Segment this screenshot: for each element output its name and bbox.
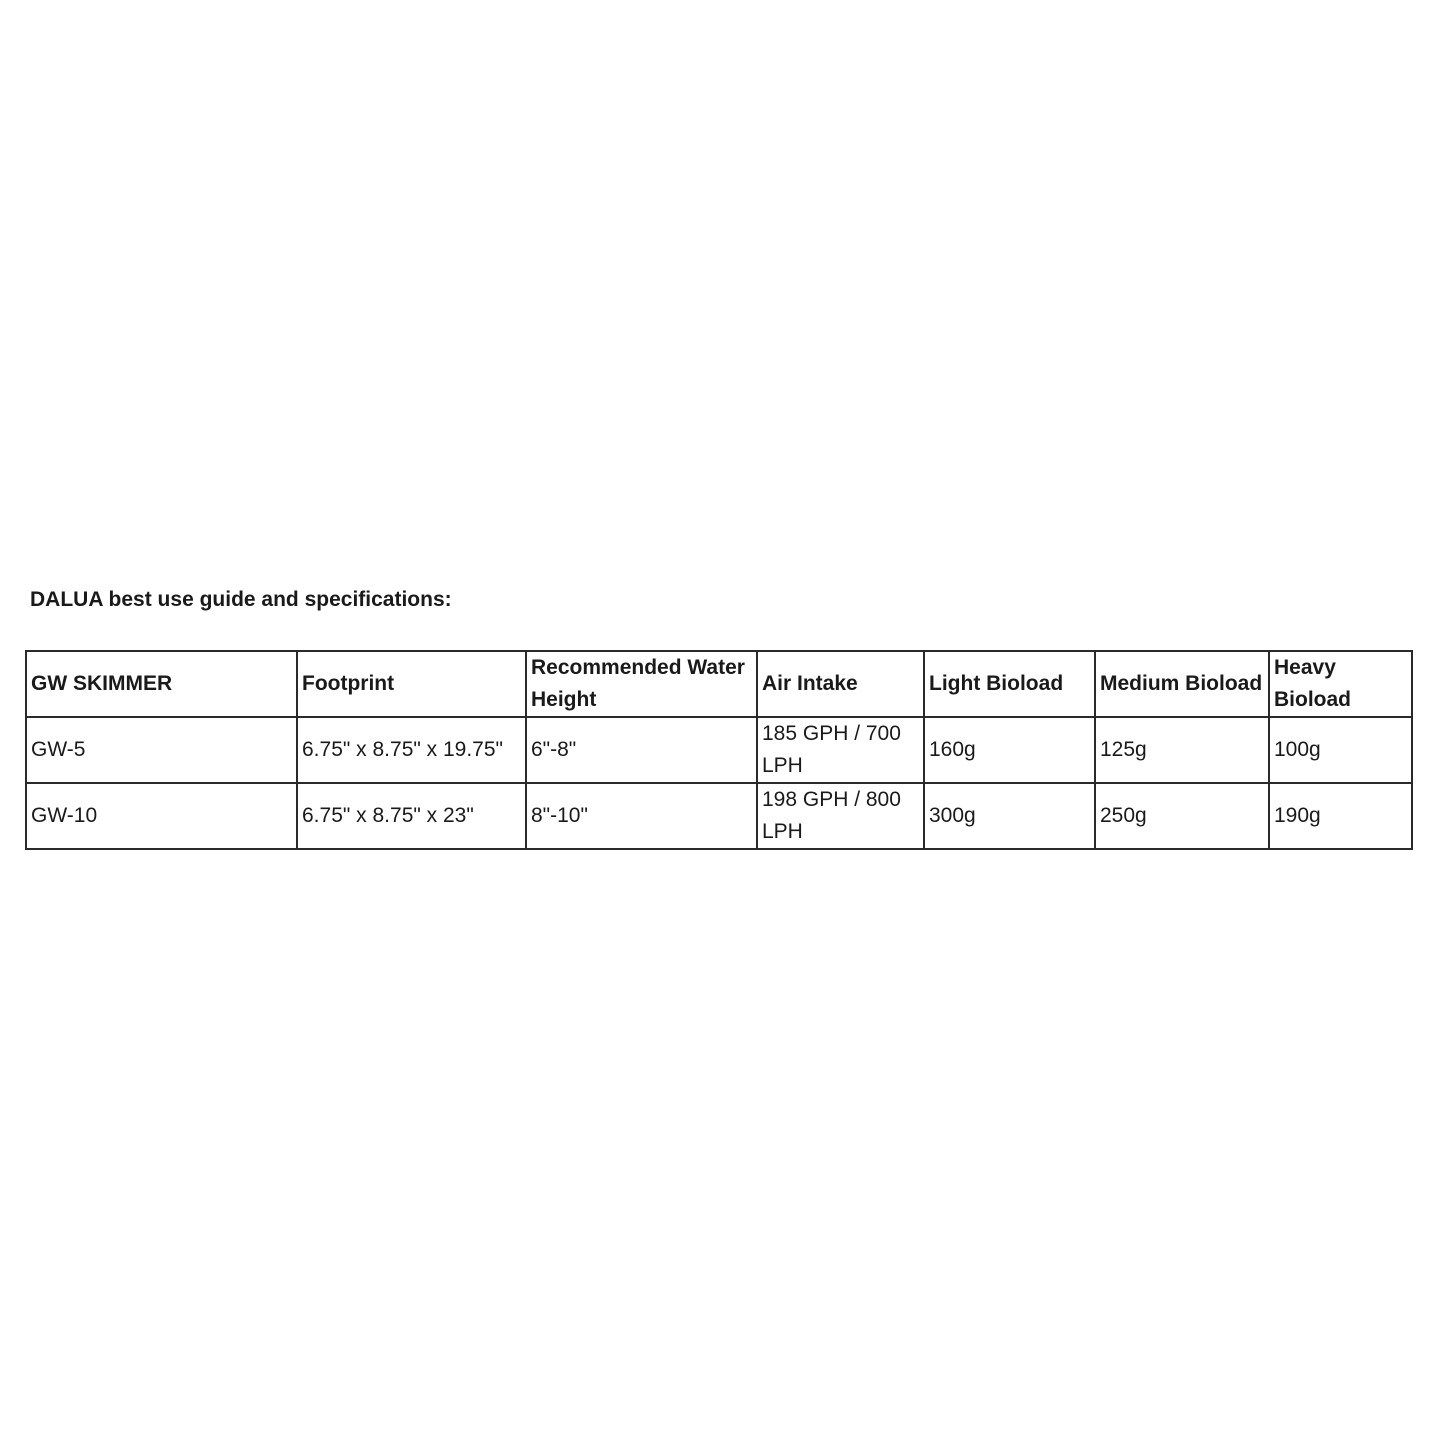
- cell-medium-bioload: 125g: [1095, 717, 1269, 783]
- cell-heavy-bioload: 100g: [1269, 717, 1412, 783]
- cell-light-bioload: 300g: [924, 783, 1095, 849]
- cell-medium-bioload: 250g: [1095, 783, 1269, 849]
- document-heading: DALUA best use guide and specifications:: [30, 588, 452, 611]
- table-header-row: [26, 651, 1412, 717]
- header-medium-bioload: Medium Bioload: [1095, 651, 1269, 717]
- header-air-intake: Air Intake: [757, 651, 924, 717]
- cell-water-height: 6"-8": [526, 717, 757, 783]
- cell-water-height: 8"-10": [526, 783, 757, 849]
- cell-model: GW-5: [26, 717, 297, 783]
- header-footprint: Footprint: [297, 651, 526, 717]
- table-row: [26, 717, 1412, 783]
- cell-light-bioload: 160g: [924, 717, 1095, 783]
- cell-heavy-bioload: 190g: [1269, 783, 1412, 849]
- header-heavy-bioload: Heavy Bioload: [1269, 651, 1412, 717]
- specifications-table: [25, 650, 1413, 850]
- header-light-bioload: Light Bioload: [924, 651, 1095, 717]
- cell-footprint: 6.75" x 8.75" x 23": [297, 783, 526, 849]
- cell-model: GW-10: [26, 783, 297, 849]
- header-gw-skimmer: GW SKIMMER: [26, 651, 297, 717]
- cell-air-intake: 198 GPH / 800 LPH: [757, 783, 924, 849]
- cell-footprint: 6.75" x 8.75" x 19.75": [297, 717, 526, 783]
- header-recommended-water-height: Recommended Water Height: [526, 651, 757, 717]
- table-row: [26, 783, 1412, 849]
- cell-air-intake: 185 GPH / 700 LPH: [757, 717, 924, 783]
